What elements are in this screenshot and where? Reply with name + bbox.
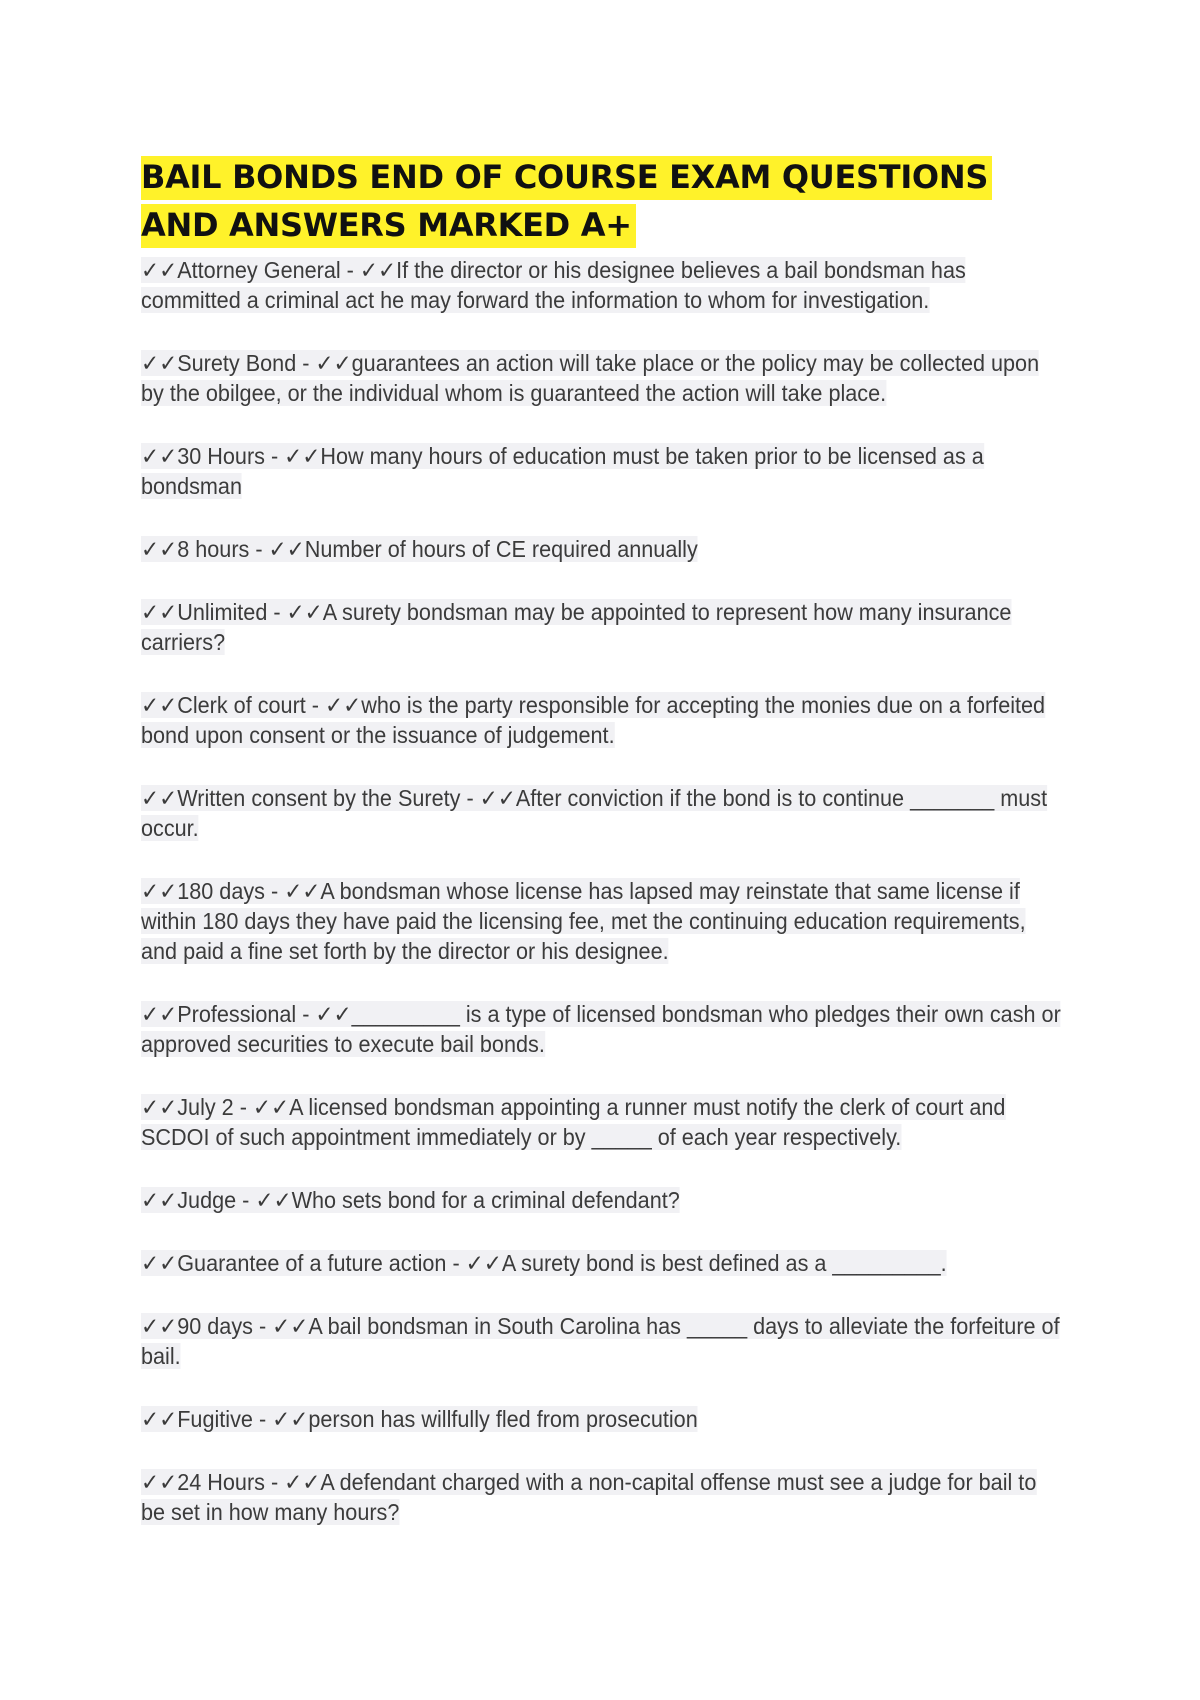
qa-item xyxy=(141,441,1063,501)
title-highlight: BAIL BONDS END OF COURSE EXAM QUESTIONS AND ANSWERS MARKED A+ xyxy=(141,156,992,248)
qa-text: ✓✓Fugitive - ✓✓person has willfully fled from prosecution xyxy=(141,1406,698,1432)
qa-text: ✓✓Unlimited - ✓✓A surety bondsman may be appointed to represent how many insurance carriers? xyxy=(141,599,1012,655)
qa-text: ✓✓Surety Bond - ✓✓guarantees an action will take place or the policy may be collected upon by the obilgee, or the individual whom is guaranteed the action will take place. xyxy=(141,350,1040,406)
qa-text: ✓✓180 days - ✓✓A bondsman whose license has lapsed may reinstate that same license if within 180 days they have paid the licensing fee, met the continuing education requirements, and paid a fine set forth by the director or his designee. xyxy=(141,878,1026,964)
qa-text: ✓✓Attorney General - ✓✓If the director or his designee believes a bail bondsman has committed a criminal act he may forward the information to whom for investigation. xyxy=(141,257,966,313)
document-title xyxy=(141,153,1066,249)
qa-item xyxy=(141,1185,1063,1215)
qa-item xyxy=(141,690,1063,750)
qa-item xyxy=(141,1467,1063,1527)
qa-text: ✓✓July 2 - ✓✓A licensed bondsman appointing a runner must notify the clerk of court and SCDOI of such appointment immediately or by _____ of each year respectively. xyxy=(141,1094,1006,1150)
qa-item xyxy=(141,876,1063,966)
qa-text: ✓✓24 Hours - ✓✓A defendant charged with a non-capital offense must see a judge for bail to be set in how many hours? xyxy=(141,1469,1037,1525)
qa-item xyxy=(141,348,1063,408)
qa-text: ✓✓Professional - ✓✓_________ is a type of licensed bondsman who pledges their own cash or approved securities to execute bail bonds. xyxy=(141,1001,1061,1057)
qa-item xyxy=(141,1092,1063,1152)
qa-item xyxy=(141,597,1063,657)
qa-item xyxy=(141,534,1063,564)
qa-item xyxy=(141,1404,1063,1434)
qa-text: ✓✓90 days - ✓✓A bail bondsman in South Carolina has _____ days to alleviate the forfeiture of bail. xyxy=(141,1313,1060,1369)
qa-text: ✓✓Judge - ✓✓Who sets bond for a criminal defendant? xyxy=(141,1187,680,1213)
qa-text: ✓✓Guarantee of a future action - ✓✓A surety bond is best defined as a _________. xyxy=(141,1250,947,1276)
qa-text: ✓✓Clerk of court - ✓✓who is the party responsible for accepting the monies due on a forfeited bond upon consent or the issuance of judgement. xyxy=(141,692,1046,748)
qa-text: ✓✓Written consent by the Surety - ✓✓After conviction if the bond is to continue _______ must occur. xyxy=(141,785,1048,841)
qa-item xyxy=(141,999,1063,1059)
document-page xyxy=(141,153,1066,1560)
qa-item xyxy=(141,783,1063,843)
qa-text: ✓✓30 Hours - ✓✓How many hours of education must be taken prior to be licensed as a bondsman xyxy=(141,443,984,499)
qa-item xyxy=(141,1248,1063,1278)
qa-item xyxy=(141,255,1063,315)
qa-list xyxy=(141,255,1066,1527)
qa-text: ✓✓8 hours - ✓✓Number of hours of CE required annually xyxy=(141,536,698,562)
qa-item xyxy=(141,1311,1063,1371)
